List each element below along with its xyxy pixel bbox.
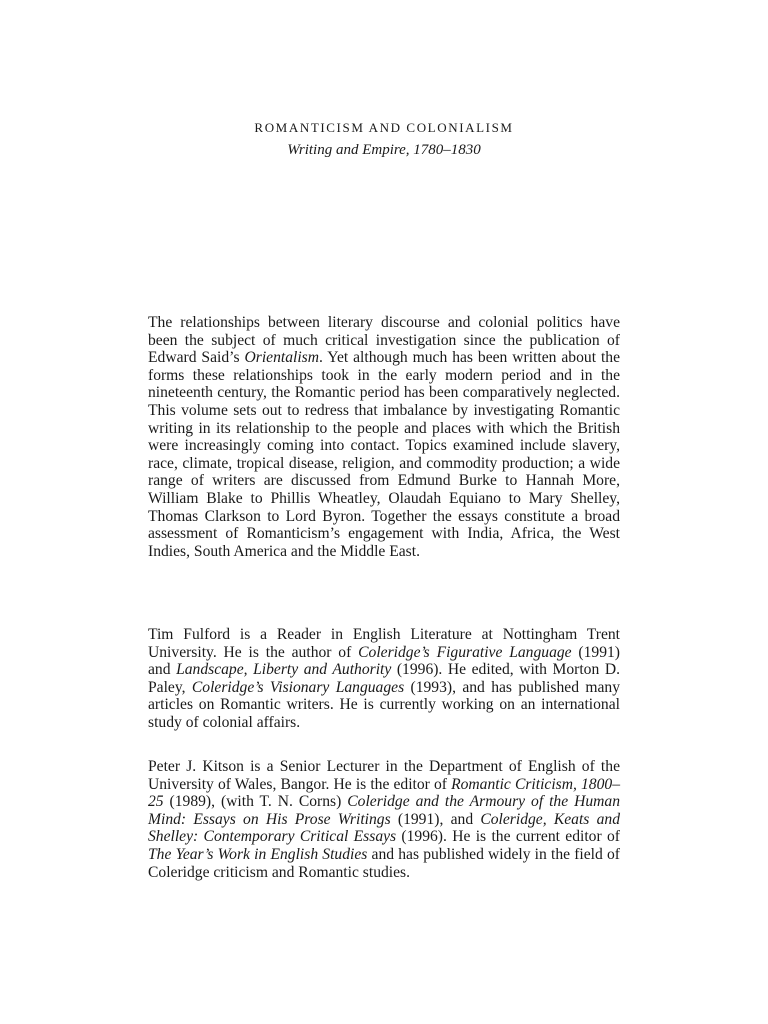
bio-text: (1996). He is the current editor of (396, 828, 620, 846)
bio-book-title: Landscape, Liberty and Authority (176, 661, 392, 679)
blurb-intro-title: Orientalism (244, 349, 319, 367)
series-title: ROMANTICISM AND COLONIALISM (254, 120, 514, 135)
bio-text: and has published widely in the field of Coleridge criticism and Romantic studies. (148, 845, 620, 881)
bio-text: (1991), and (390, 810, 481, 828)
book-description (148, 314, 620, 560)
blurb-intro: The relationships between literary discourse and colonial politics have been the subject of much critical investigation since the publication of Edward Said’s (148, 314, 620, 367)
bio-text: (1996). He edited, with Morton D. Paley, (148, 661, 620, 696)
bio-text: (1993), and has published many articles on Romantic writers. He is currently working on an international study of colonial affairs. (148, 678, 620, 731)
bio-text: Peter J. Kitson is a Senior Lecturer in the Department of English of the University of Wales, Bangor. He is the editor of (148, 758, 620, 793)
bio-text: (1991) and (148, 643, 620, 679)
bio-book-title: Romantic Criticism, 1800–25 (148, 775, 620, 811)
series-subtitle: Writing and Empire, 1780–1830 (287, 142, 481, 158)
author-bio-kitson (148, 758, 620, 881)
bio-book-title: The Year’s Work in English Studies (148, 845, 368, 863)
bio-text: (1989), (with T. N. Corns) (163, 793, 348, 811)
title-block (0, 118, 768, 160)
blurb-body: . Yet although much has been written about the forms these relationships took in the early modern period and in the nineteenth century, the Romantic period has been comparatively neglected. This volume sets out to redress that imbalance by investigating Romantic writing in its relationship to the people and places with which the British were increasingly coming into contact. Topics examined include slavery, race, climate, tropical disease, religion, and commodity production; a wide range of writers are discussed from Edmund Burke to Hannah More, William Blake to Phillis Wheatley, Olaudah Equiano to Mary Shelley, Thomas Clarkson to Lord Byron. Together the essays constitute a broad assessment of Romanticism’s engagement with India, Africa, the West Indies, South America and the Middle East. (148, 349, 621, 560)
bio-book-title: Coleridge’s Figurative Language (358, 643, 572, 661)
author-bio-fulford (148, 626, 620, 732)
bio-text: Tim Fulford is a Reader in English Literature at Nottingham Trent University. He is the author of (148, 626, 620, 661)
bio-book-title: Coleridge, Keats and Shelley: Contemporary Critical Essays (148, 810, 621, 846)
bio-book-title: Coleridge and the Armoury of the Human Mind: Essays on His Prose Writings (148, 793, 621, 828)
bio-book-title: Coleridge’s Visionary Languages (191, 678, 405, 696)
